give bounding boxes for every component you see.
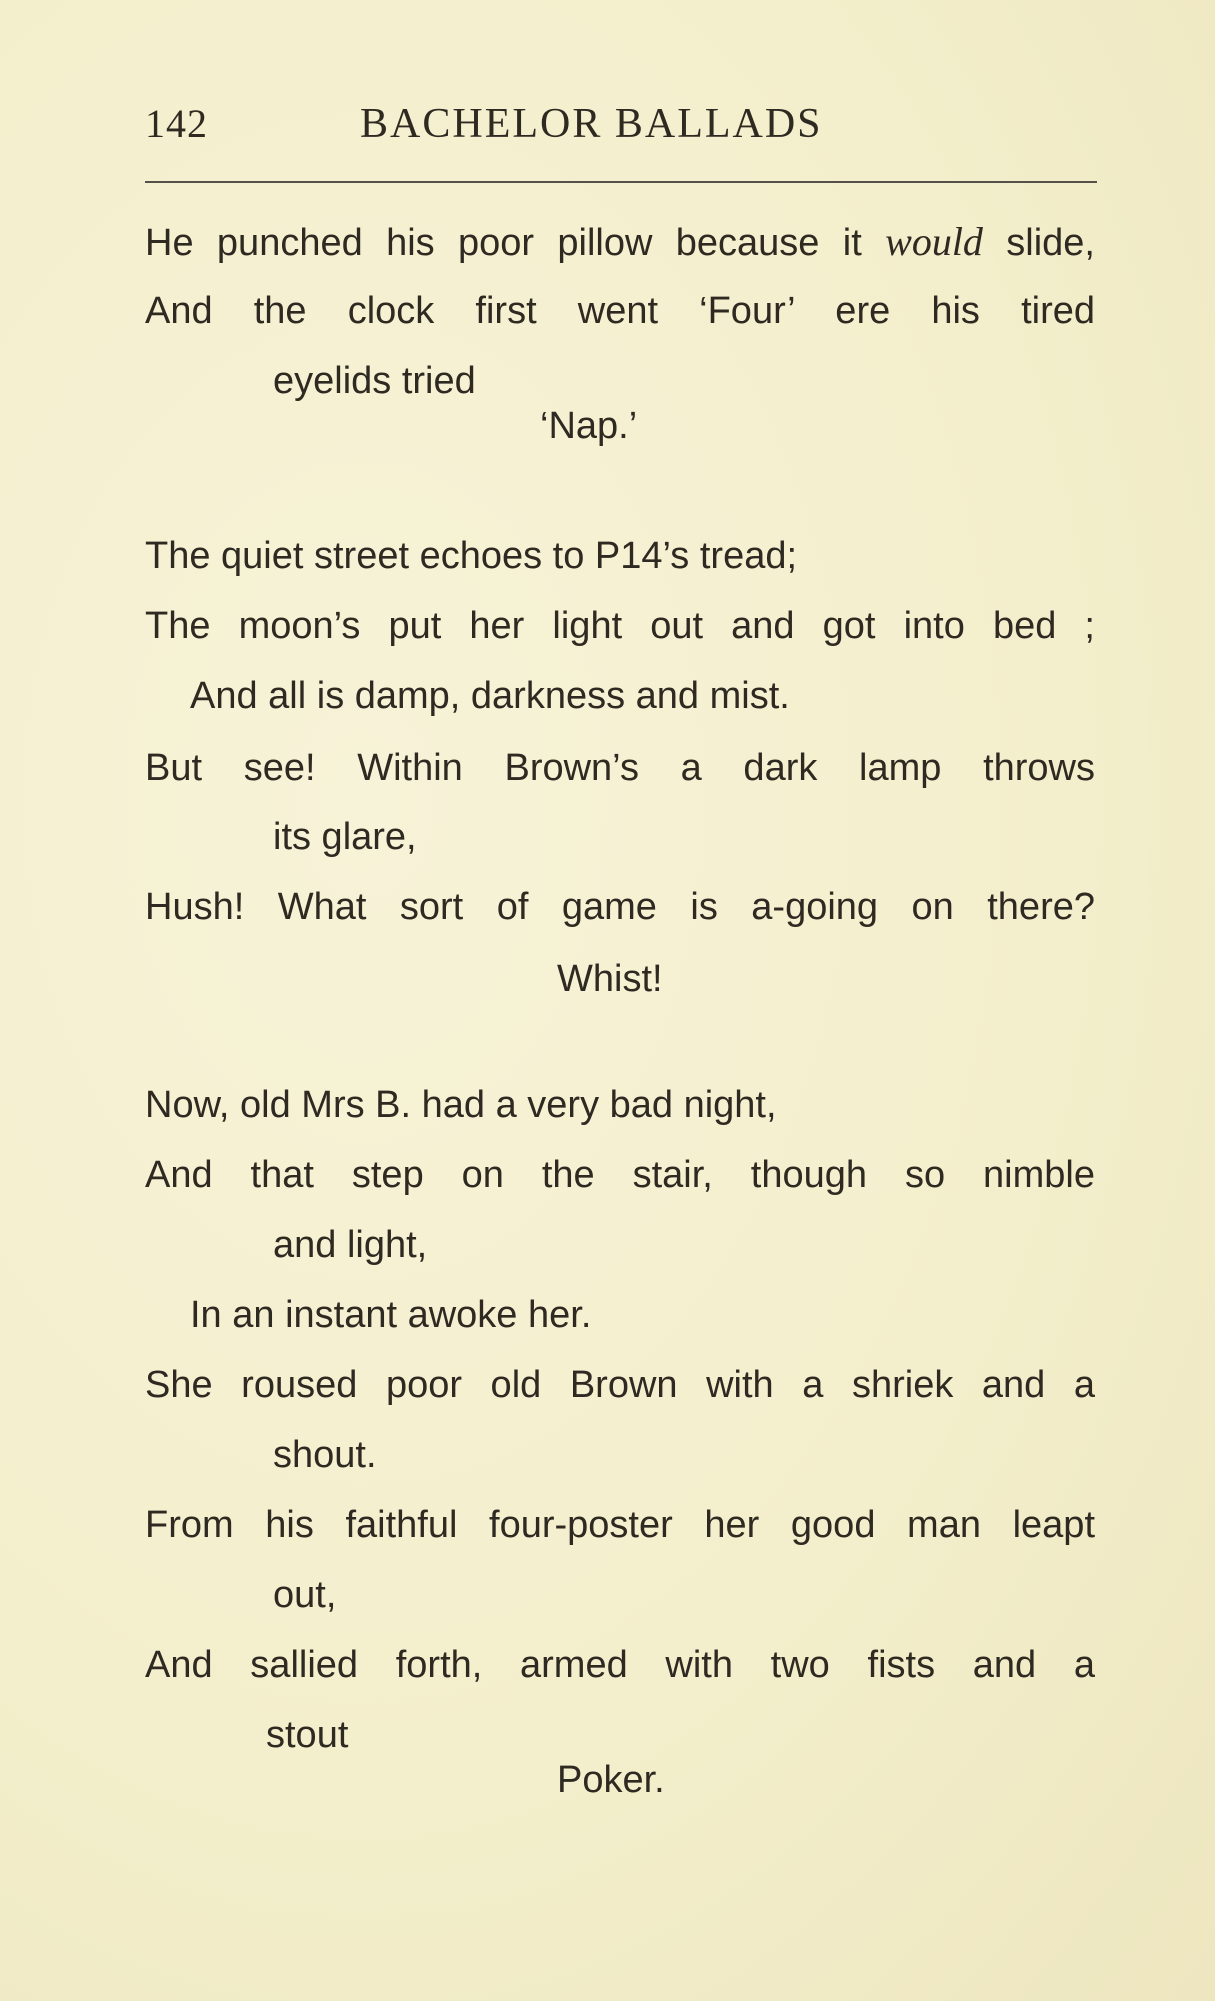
verse-line: and light,	[273, 1224, 428, 1266]
verse-line-refrain: Whist!	[557, 958, 663, 1000]
verse-line: But see! Within Brown’s a dark lamp throws	[145, 747, 1095, 789]
verse-line: Now, old Mrs B. had a very bad night,	[145, 1084, 777, 1126]
verse-line: And sallied forth, armed with two fists and a	[145, 1644, 1095, 1686]
verse-line: Hush! What sort of game is a-going on there?	[145, 886, 1095, 928]
page-header	[145, 100, 1095, 160]
verse-line: From his faithful four-poster her good man leapt	[145, 1504, 1095, 1546]
verse-line: eyelids tried	[273, 360, 476, 402]
verse-line: And that step on the stair, though so nimble	[145, 1154, 1095, 1196]
emphasized-word: would	[885, 219, 983, 264]
running-title: BACHELOR BALLADS	[360, 101, 823, 147]
header-rule	[145, 181, 1097, 183]
verse-line: And the clock first went ‘Four’ ere his tired	[145, 290, 1095, 332]
verse-line: She roused poor old Brown with a shriek and a	[145, 1364, 1095, 1406]
verse-line-text: slide,	[982, 222, 1095, 264]
verse-line: The quiet street echoes to P14’s tread;	[145, 535, 798, 577]
verse-line: stout	[266, 1714, 349, 1756]
verse-line: And all is damp, darkness and mist.	[190, 675, 790, 717]
verse-line: its glare,	[273, 816, 417, 858]
verse-line: In an instant awoke her.	[190, 1294, 592, 1336]
verse-line: The moon’s put her light out and got into bed ;	[145, 605, 1095, 647]
verse-line: shout.	[273, 1434, 377, 1476]
verse-line-refrain: Poker.	[557, 1759, 665, 1801]
verse-line	[145, 219, 1095, 264]
verse-line: out,	[273, 1574, 337, 1616]
verse-line-text: He punched his poor pillow because it	[145, 222, 886, 264]
verse-line-refrain: ‘Nap.’	[540, 405, 638, 447]
page-number: 142	[145, 101, 208, 146]
